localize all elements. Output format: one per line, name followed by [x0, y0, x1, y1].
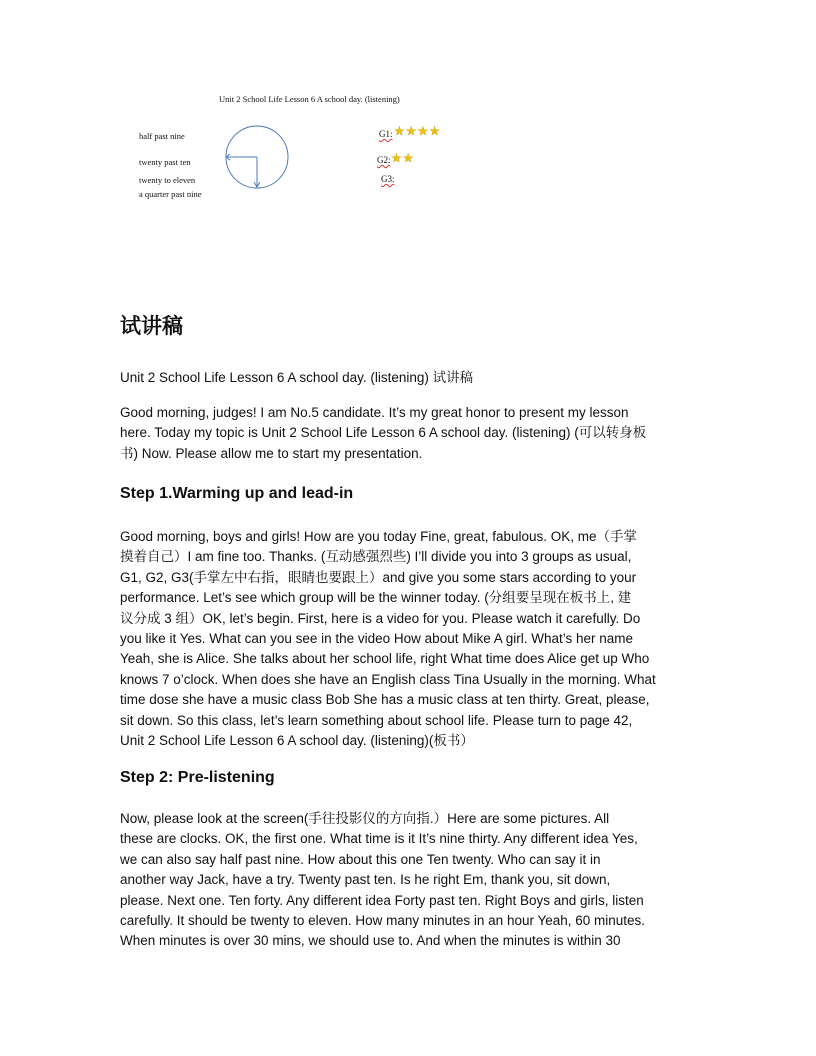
step2-line: please. Next one. Ten forty. Any different idea Forty past ten. Right Boys and girls, listen: [120, 892, 644, 908]
step1-line: Good morning, boys and girls! How are you today Fine, great, fabulous. OK, me（手掌: [120, 529, 637, 544]
intro-line: Good morning, judges! I am No.5 candidate. It’s my great honor to present my lesson: [120, 405, 629, 420]
clock-drawing: [222, 124, 292, 190]
intro-paragraph: [120, 403, 705, 464]
step2-line: these are clocks. OK, the first one. What time is it It’s nine thirty. Any different idea Yes,: [120, 831, 638, 847]
page-title: 试讲稿: [120, 314, 183, 338]
step1-line: Unit 2 School Life Lesson 6 A school day. (listening)(板书）: [120, 733, 474, 749]
step2-heading: Step 2: Pre-listening: [120, 769, 275, 786]
g1-stars: ★★★★: [394, 124, 442, 138]
board-time-1: half past nine: [139, 131, 185, 141]
step2-line: carefully. It should be twenty to eleven. How many minutes in an hour Yeah, 60 minutes.: [120, 913, 646, 929]
intro-line: 书) Now. Please allow me to start my presentation.: [120, 445, 423, 461]
g2-stars: ★★: [391, 151, 415, 165]
step1-line: 摸着自己）I am fine too. Thanks. (互动感强烈些) I’ll divide you into 3 groups as usual,: [120, 549, 632, 565]
step1-line: time dose she have a music class Bob She has a music class at ten thirty. Great, please,: [120, 692, 650, 708]
board-title: Unit 2 School Life Lesson 6 A school day. (listening): [219, 94, 400, 104]
step2-line: Now, please look at the screen(手往投影仪的方向指.）Here are some pictures. All: [120, 811, 610, 826]
step1-line: Yeah, she is Alice. She talks about her school life, right What time does Alice get up Who: [120, 651, 650, 667]
board-time-4: a quarter past nine: [139, 189, 202, 199]
step2-line: we can also say half past nine. How about this one Ten twenty. Who can say it in: [120, 851, 601, 867]
board-time-2: twenty past ten: [139, 157, 191, 167]
step1-line: 议分成 3 组）OK, let’s begin. First, here is a video for you. Please watch it carefully. Do: [120, 610, 641, 626]
step2-line: another way Jack, have a try. Twenty past ten. Is he right Em, thank you, sit down,: [120, 872, 611, 888]
step1-heading: Step 1.Warming up and lead-in: [120, 485, 354, 502]
step2-line: When minutes is over 30 mins, we should use to. And when the minutes is within 30: [120, 933, 621, 949]
step1-line: performance. Let’s see which group will be the winner today. (分组要呈现在板书上, 建: [120, 590, 632, 606]
group-label-g1: G1:: [379, 129, 393, 139]
step2-paragraph: [120, 809, 705, 952]
step1-line: you like it Yes. What can you see in the video How about Mike A girl. What’s her name: [120, 631, 634, 647]
step1-line: knows 7 o’clock. When does she have an English class Tina Usually in the morning. What: [120, 671, 656, 687]
subtitle: Unit 2 School Life Lesson 6 A school day. (listening) 试讲稿: [120, 370, 474, 385]
board-time-3: twenty to eleven: [139, 175, 196, 185]
intro-line: here. Today my topic is Unit 2 School Life Lesson 6 A school day. (listening) (可以转身板: [120, 425, 647, 441]
group-label-g3: G3:: [381, 174, 395, 184]
step1-paragraph: [120, 527, 705, 751]
step1-line: G1, G2, G3(手掌左中右指，眼睛也要跟上）and give you some stars according to your: [120, 569, 637, 585]
step1-line: sit down. So this class, let’s learn something about school life. Please turn to page 42,: [120, 712, 633, 728]
group-label-g2: G2:: [377, 155, 391, 165]
